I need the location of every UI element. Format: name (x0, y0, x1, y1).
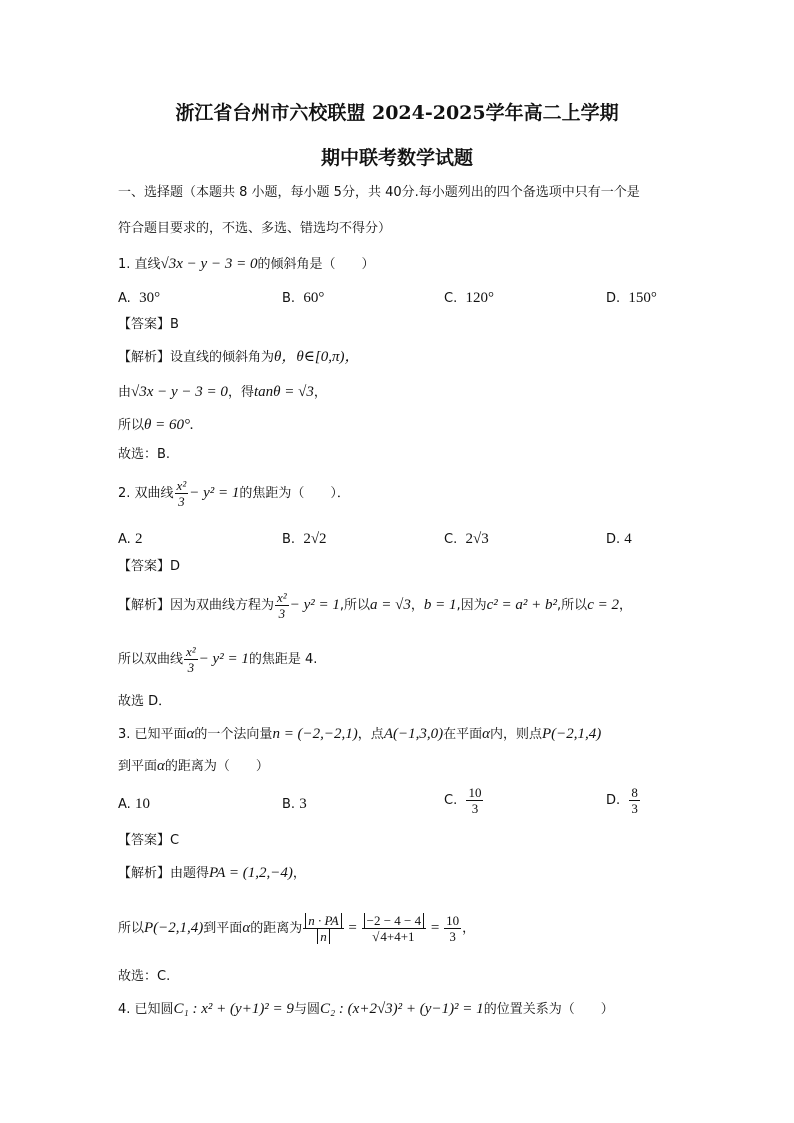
q3-option-c-label: C. (444, 793, 458, 808)
q1-stem-suffix: 的倾斜角是（ ） (257, 257, 375, 272)
q2-analysis-line2 (118, 640, 317, 679)
q3-stem-line1 (118, 725, 601, 744)
q2-analysis-a: 因为双曲线方程为 (170, 598, 275, 613)
q2-line2-hyperbola-rest: − y² = 1 (198, 651, 249, 667)
q3-answer: 【答案】C (118, 833, 180, 848)
q1-option-d-label: D. (606, 291, 621, 306)
q3-option-c-den: 3 (471, 801, 479, 816)
q2-analysis-label: 【解析】 (118, 598, 171, 613)
q1-option-c-value: 120° (465, 290, 494, 306)
q2-fraction-den: 3 (178, 494, 185, 509)
q1-analysis-line2-b: ，得 (227, 385, 254, 400)
q1-analysis-line2-c: ， (313, 385, 327, 400)
q2-option-a (118, 530, 142, 549)
q1-analysis-line3 (118, 416, 194, 435)
document-title-line2: 期中联考数学试题 (320, 147, 473, 169)
q2-analysis-b: ,所以 (339, 598, 370, 613)
q3-stem1-a: 3. 已知平面 (118, 727, 187, 742)
q2-option-a-label: A. (118, 532, 131, 547)
q1-conclusion: 故选：B. (118, 447, 171, 462)
q3-analysis-b: PA = (1,2,−4) (209, 865, 293, 881)
q3-stem1-g: 内，则点 (489, 727, 542, 742)
q1-option-d-value: 150° (628, 290, 657, 306)
q2-stem (118, 474, 350, 513)
q2-option-a-value: 2 (134, 531, 143, 547)
q3-option-c-num: 10 (468, 785, 482, 800)
q3-analysis-line1 (118, 864, 306, 883)
q3-line2-c: 到平面 (203, 921, 243, 936)
q3-option-a-label: A. (118, 797, 131, 812)
q3-line2-b: P(−2,1,4) (144, 920, 204, 936)
q4-stem (118, 1000, 614, 1019)
q2-analysis-i: c = 2 (587, 597, 619, 613)
q1-option-b-label: B. (282, 291, 296, 306)
q3-frac2-num: −2 − 4 − 4 (364, 913, 425, 928)
q3-option-a (118, 795, 150, 814)
q2-analysis-g: c² = a² + b² (486, 597, 558, 613)
q1-analysis-line2 (118, 383, 327, 402)
section-heading-line1: 一、选择题（本题共 8 小题，每小题 5分，共 40分.每小题列出的四个备选项中只有一个是 (118, 185, 640, 200)
q1-analysis-line1 (118, 348, 359, 367)
q2-option-c-value: 2√3 (465, 531, 489, 547)
q2-option-b-value: 2√2 (303, 531, 327, 547)
q3-stem1-c: n = (−2,−2,1) (272, 726, 358, 742)
q4-stem-e: 的位置关系为（ ） (483, 1002, 614, 1017)
q3-analysis-c: ， (292, 866, 306, 881)
q3-stem-line2 (118, 757, 269, 776)
q1-option-a-label: A. (118, 291, 131, 306)
q1-option-c (444, 289, 494, 308)
q1-stem-prefix: 1. 直线 (118, 257, 161, 272)
q3-line2-d: 的距离为 (250, 921, 303, 936)
q3-analysis-a: 由题得 (170, 866, 210, 881)
q1-analysis-label: 【解析】 (118, 350, 171, 365)
q2-analysis-f: ,因为 (456, 598, 487, 613)
q2-analysis-fraction-den: 3 (278, 606, 286, 621)
q3-option-a-value: 10 (134, 796, 150, 812)
q1-analysis-math: θ，θ∈[0,π)， (274, 349, 360, 365)
q2-analysis-c: a = √3 (370, 597, 411, 613)
q2-hyperbola-rest: − y² = 1 (189, 485, 240, 501)
q2-answer: 【答案】D (118, 559, 181, 574)
q3-frac1-den-wrap (303, 929, 343, 944)
q1-analysis-line2-math2: tanθ = √3 (253, 384, 314, 400)
q1-option-d (606, 289, 657, 308)
q3-alpha-1: α (186, 726, 195, 742)
q3-frac2-den-wrap: √4+4+1 (372, 929, 415, 944)
q3-alpha-2: α (482, 726, 490, 742)
q2-analysis-e: b = 1 (423, 597, 457, 613)
q2-stem-prefix: 2. 双曲线 (118, 486, 174, 501)
q3-frac1-num-wrap (303, 913, 343, 929)
q1-analysis-line3-a: 所以 (118, 418, 145, 433)
q3-option-d-num: 8 (631, 785, 638, 800)
q2-line2-fraction-den: 3 (187, 660, 195, 675)
q1-analysis-line3-math: θ = 60°. (144, 417, 194, 433)
q1-stem (118, 255, 374, 274)
q2-conclusion: 故选 D． (118, 694, 172, 709)
q2-analysis-fraction (275, 590, 289, 621)
q3-distance-fraction-3 (444, 913, 461, 944)
q1-option-b (282, 289, 324, 308)
q1-stem-math: √3x − y − 3 = 0 (160, 256, 258, 272)
q3-line2-a: 所以 (118, 921, 145, 936)
q3-option-b (282, 795, 307, 814)
q3-alpha-3: α (157, 758, 165, 774)
q2-option-b-label: B. (282, 532, 296, 547)
q1-option-a-value: 30° (139, 290, 161, 306)
q2-option-c-label: C. (444, 532, 458, 547)
q3-option-d-fraction (629, 785, 640, 816)
q2-option-d (606, 530, 632, 549)
q4-stem-c: 与圆 (293, 1002, 320, 1017)
section-heading-line2: 符合题目要求的，不选、多选、错选均不得分） (118, 221, 392, 236)
q3-frac3-den: 3 (449, 929, 456, 944)
q3-stem1-b: 的一个法向量 (194, 727, 273, 742)
q2-analysis-line1 (118, 586, 632, 625)
q3-option-b-value: 3 (299, 796, 307, 812)
q3-option-d (606, 785, 641, 817)
q3-frac2-den: 4+4+1 (380, 929, 415, 944)
q3-frac1-num: n · PA (305, 913, 341, 928)
q3-option-c-fraction (466, 785, 483, 816)
q2-analysis-j: ， (618, 598, 632, 613)
q3-distance-fraction-2 (362, 913, 427, 944)
q2-stem-suffix: 的焦距为（ ）． (239, 486, 350, 501)
q2-analysis-fraction-num: x² (277, 590, 287, 605)
q4-stem-a: 4. 已知圆 (118, 1002, 174, 1017)
q3-stem1-h: P(−2,1,4) (542, 726, 602, 742)
q3-stem1-e: A(−1,3,0) (383, 726, 444, 742)
q4-stem-b: C₁ : x² + (y+1)² = 9 (173, 1001, 294, 1017)
q3-stem2-a: 到平面 (118, 759, 158, 774)
q2-option-d-value: 4 (624, 531, 632, 547)
q3-line2-end: ， (462, 921, 476, 936)
q3-distance-fraction-1 (303, 913, 343, 944)
q1-option-a (118, 289, 160, 308)
q3-frac2-num-wrap (362, 913, 427, 929)
q3-option-d-label: D. (606, 793, 621, 808)
q2-option-c (444, 530, 489, 549)
q3-analysis-line2: 所以P(−2,1,4)到平面α的距离为 $\frac{n \cdot PA}{n}$ = $\frac{-2 - 4 - 4}{√4+4+1}$ = $\frac{10}{3}$ ， (118, 913, 476, 944)
q1-analysis-line2-math1: √3x − y − 3 = 0 (131, 384, 228, 400)
q1-analysis-text: 设直线的倾斜角为 (170, 350, 275, 365)
q3-alpha-4: α (242, 920, 251, 936)
q3-conclusion: 故选：C. (118, 969, 171, 984)
q2-line2-b: 的焦距是 4. (248, 652, 318, 667)
q2-option-b (282, 530, 327, 549)
q2-line2-a: 所以双曲线 (118, 652, 184, 667)
q2-hyperbola-fraction (175, 478, 189, 509)
q3-stem1-d: ，点 (357, 727, 384, 742)
q3-option-d-den: 3 (631, 801, 638, 816)
q2-line2-fraction-num: x² (186, 644, 196, 659)
q1-option-c-label: C. (444, 291, 458, 306)
q2-option-d-label: D. (606, 532, 621, 547)
document-title-line1: 浙江省台州市六校联盟 2024-2025学年高二上学期 (175, 102, 619, 124)
q3-option-b-label: B. (282, 797, 296, 812)
q2-analysis-h: ,所以 (557, 598, 588, 613)
q2-analysis-hyperbola-rest: − y² = 1 (289, 597, 340, 613)
q4-stem-d: C₂ : (x+2√3)² + (y−1)² = 1 (319, 1001, 484, 1017)
q1-option-b-value: 60° (303, 290, 325, 306)
q2-analysis-d: ， (410, 598, 424, 613)
q1-analysis-line2-a: 由 (118, 385, 132, 400)
q3-frac1-den: n (317, 929, 330, 944)
q3-frac3-num: 10 (446, 913, 460, 928)
q2-fraction-num: x² (176, 478, 187, 493)
q1-answer: 【答案】B (118, 317, 179, 332)
q3-stem2-b: 的距离为（ ） (164, 759, 269, 774)
q3-analysis-label: 【解析】 (118, 866, 171, 881)
q3-stem1-f: 在平面 (443, 727, 483, 742)
q3-option-c (444, 785, 484, 817)
q2-line2-fraction (184, 644, 198, 675)
